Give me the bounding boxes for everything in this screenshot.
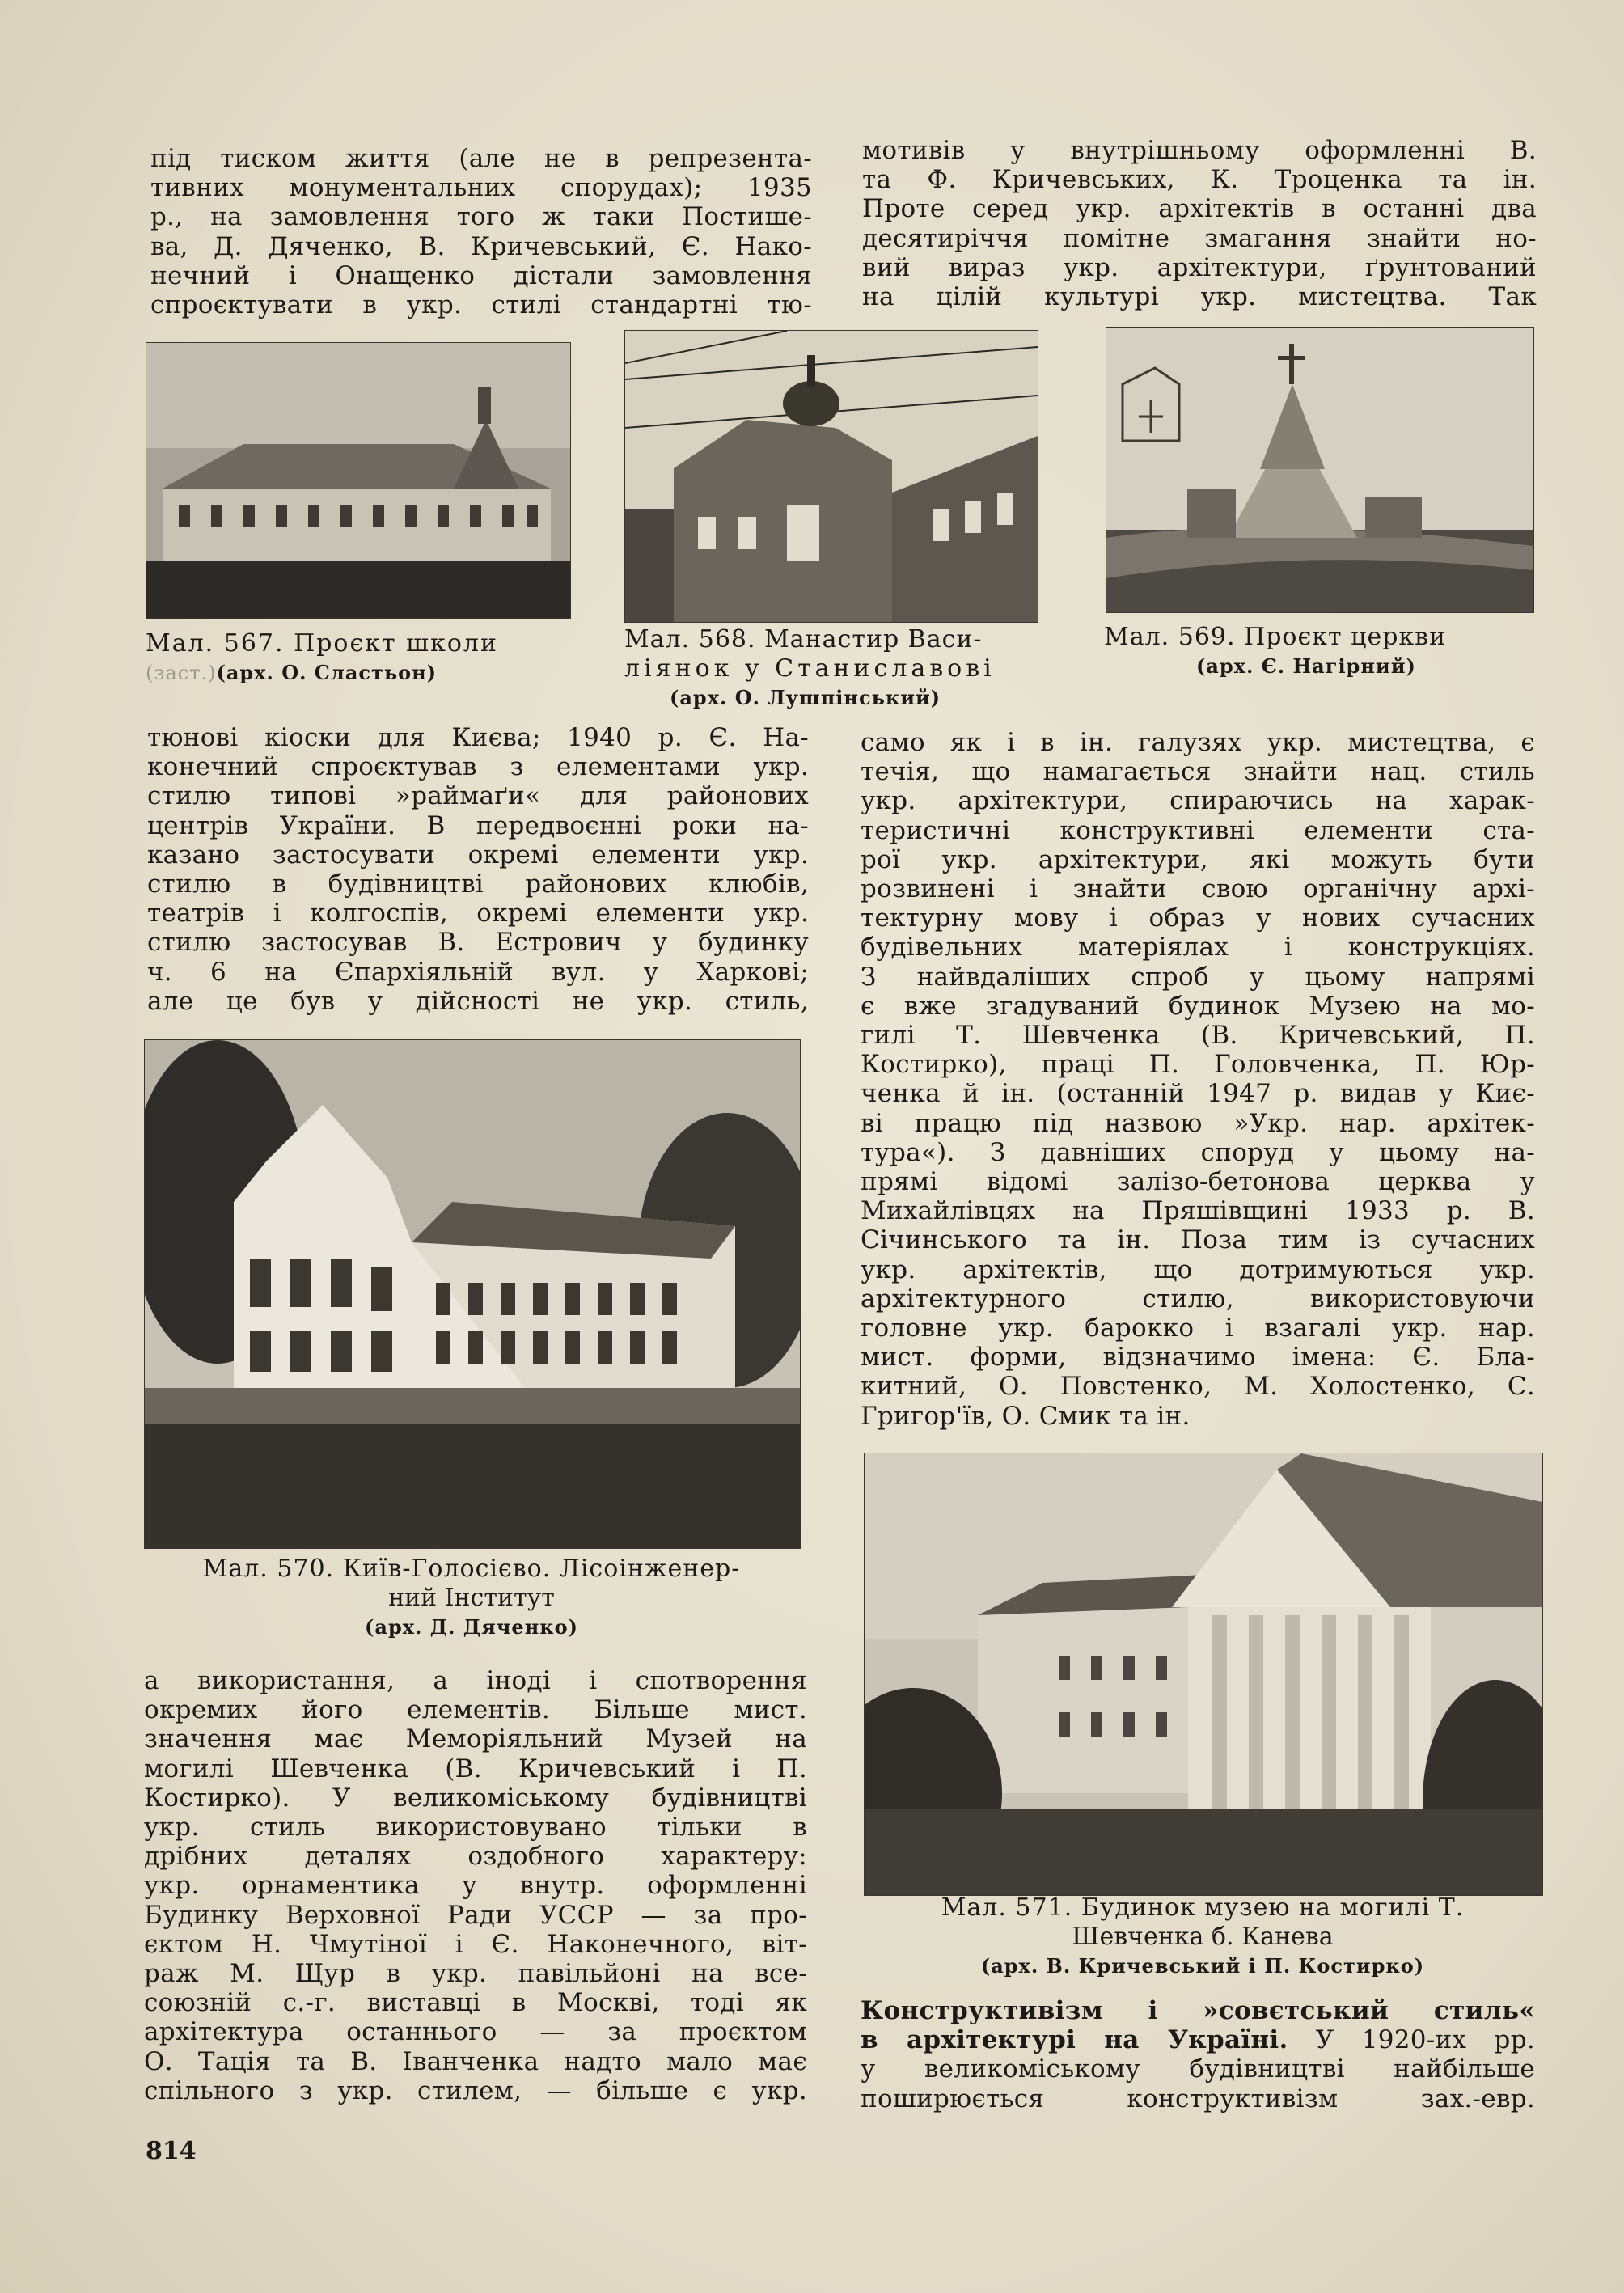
figure-567-school-photo — [146, 342, 571, 619]
text-line: ва, Д. Дяченко, В. Кричевський, Є. Нако- — [150, 231, 812, 261]
caption-568-architect: (арх. О. Лушпінський) — [670, 686, 941, 709]
text-line: Костирко), праці П. Головченка, П. Юр- — [861, 1050, 1535, 1080]
figure-571-museum-photo — [864, 1453, 1543, 1896]
caption-571-title-cont: Шевченка б. Канева — [1072, 1923, 1334, 1951]
caption-571 — [861, 1893, 1545, 1981]
caption-567-smudge: (заст.) — [146, 662, 217, 684]
text-line: Костирко). У великоміському будівництві — [144, 1783, 807, 1813]
page-number: 814 — [146, 2137, 197, 2165]
text-line: р., на замовлення того ж таки Постише- — [150, 202, 812, 232]
text-mid-left — [147, 723, 809, 1016]
text-line: тура«). З давніших споруд у цьому на- — [861, 1137, 1535, 1167]
text-line: спроєктувати в укр. стилі стандартні тю- — [150, 290, 812, 320]
text-line: укр. стиль використовувано тільки в — [144, 1813, 807, 1842]
text-line: є вже згадуваний будинок Музею на мо- — [861, 991, 1535, 1021]
text-line: та Ф. Кричевських, К. Троценка та ін. — [862, 165, 1537, 195]
caption-569-architect: (арх. Є. Нагірний) — [1196, 654, 1416, 678]
text-line: раж М. Щур в укр. павільйоні на все- — [144, 1959, 807, 1989]
text-line: мист. форми, відзначимо імена: Є. Бла- — [861, 1343, 1535, 1373]
text-line: гилі Т. Шевченка (В. Кричевський, П. — [861, 1021, 1535, 1051]
text-line: китний, О. Повстенко, М. Холостенко, С. — [861, 1372, 1535, 1402]
text-line: стилю застосував В. Естрович у будинку — [147, 928, 809, 958]
text-line: прямі відомі залізо-бетонова церква у — [861, 1167, 1535, 1197]
text-top-right — [862, 136, 1537, 311]
text-bottom-right — [861, 1996, 1535, 2113]
caption-567-architect: (арх. О. Сластьон) — [216, 661, 438, 684]
text-bottom-right-line: поширюється конструктивізм зах.-евр. — [861, 2084, 1535, 2113]
caption-569 — [1104, 623, 1446, 681]
text-line: єктом Н. Чмутіної і Є. Наконечного, віт- — [144, 1929, 807, 1959]
text-line: під тиском життя (але не в репрезента- — [150, 144, 812, 173]
text-line: спільного з укр. стилем, — більше є укр. — [144, 2075, 807, 2105]
text-line: мотивів у внутрішньому оформленні В. — [862, 136, 1537, 165]
text-line: тюнові кіоски для Києва; 1940 р. Є. На- — [147, 723, 809, 752]
figure-568-monastery-drawing — [624, 330, 1038, 623]
caption-569-title: Мал. 569. Проєкт церкви — [1104, 623, 1447, 651]
caption-568 — [624, 625, 996, 713]
section-heading-line-1: Конструктивізм і »совєтський стиль« — [861, 1996, 1535, 2025]
text-bottom-right-line: у великоміському будівництві найбільше — [861, 2054, 1535, 2084]
caption-570-title-cont: ний Інститут — [388, 1584, 555, 1612]
text-line: тектурну мову і образ у нових сучасних — [861, 903, 1535, 933]
caption-567-title: Мал. 567. Проєкт школи — [146, 629, 498, 658]
text-line: течія, що намагається знайти нац. стиль — [861, 757, 1535, 787]
text-line: конечний спроєктував з елементами укр. — [147, 752, 809, 782]
text-line: але це був у дійсності не укр. стиль, — [147, 986, 809, 1016]
text-line: театрів і колгоспів, окремі елементи укр. — [147, 899, 809, 929]
text-line: вий вираз укр. архітектури, ґрунтований — [862, 252, 1537, 282]
text-line: теристичні конструктивні елементи ста- — [861, 815, 1535, 845]
text-line: укр. архітектури, спираючись на харак- — [861, 786, 1535, 816]
caption-568-title-cont: ліянок у Станиславові — [624, 654, 996, 683]
text-line: архітектурного стилю, використовуючи — [861, 1284, 1535, 1314]
text-line: стилю типові »раймаґи« для районових — [147, 781, 809, 811]
caption-568-title: Мал. 568. Манастир Васи- — [624, 625, 983, 654]
text-line: Григор'їв, О. Смик та ін. — [861, 1401, 1191, 1431]
text-line: значення має Меморіяльний Музей на — [144, 1724, 807, 1754]
text-line: ві працю під назвою »Укр. нар. архітек- — [861, 1108, 1535, 1138]
section-heading-line-2: в архітектурі на Україні. — [861, 2025, 1288, 2055]
caption-571-architect: (арх. В. Кричевський і П. Костирко) — [980, 1954, 1425, 1978]
text-line: казано застосувати окремі елементи укр. — [147, 840, 809, 869]
text-line: З найвдаліших спроб у цьому напрямі — [861, 962, 1535, 992]
caption-570-title: Мал. 570. Київ-Голосієво. Лісоінженер- — [202, 1555, 741, 1583]
text-line: Михайлівцях на Пряшівщині 1933 р. В. — [861, 1196, 1535, 1226]
text-mid-right — [861, 728, 1535, 1431]
figure-569-church-project — [1106, 327, 1534, 613]
text-bottom-left — [144, 1666, 807, 2105]
text-line: а використання, а іноді і спотворення — [144, 1666, 807, 1695]
text-line: окремих його елементів. Більше мист. — [144, 1695, 807, 1725]
caption-570-architect: (арх. Д. Дяченко) — [365, 1615, 578, 1639]
text-line: О. Тація та В. Іванченка надто мало має — [144, 2046, 807, 2076]
text-line: укр. орнаментика у внутр. оформленні — [144, 1871, 807, 1901]
text-line: союзній с.-г. виставці в Москві, тоді як — [144, 1988, 807, 2018]
text-top-left — [150, 144, 812, 319]
text-line: тивних монументальних спорудах); 1935 — [150, 173, 812, 203]
text-line: ч. 6 на Єпархіяльній вул. у Харкові; — [147, 957, 809, 987]
text-line: нечний і Онащенко дістали замовлення — [150, 260, 812, 290]
text-line: ченка й ін. (останній 1947 р. видав у Киє- — [861, 1079, 1535, 1109]
section-heading-tail: У 1920-их рр. — [1288, 2025, 1535, 2055]
text-line: Січинського та ін. Поза тим із сучасних — [861, 1225, 1535, 1255]
text-line: рої укр. архітектури, які можуть бути — [861, 844, 1535, 874]
text-line: Проте серед укр. архітектів в останні два — [862, 194, 1537, 224]
text-line: десятиріччя помітне змагання знайти но- — [862, 223, 1537, 253]
text-line: головне укр. барокко і взагалі укр. нар. — [861, 1314, 1535, 1343]
text-line: будівельних матеріялах і конструкціях. — [861, 933, 1535, 962]
text-line: дрібних деталях оздобного характеру: — [144, 1842, 807, 1872]
caption-571-title: Мал. 571. Будинок музею на могилі Т. — [941, 1893, 1465, 1922]
text-line: само як і в ін. галузях укр. мистецтва, є — [861, 728, 1535, 757]
text-line: стилю в будівництві районових клюбів, — [147, 869, 809, 899]
text-line: на цілій культурі укр. мистецтва. Так — [862, 282, 1537, 312]
caption-567 — [146, 629, 498, 687]
text-line: Будинку Верховної Ради УССР — за про- — [144, 1900, 807, 1930]
text-line: укр. архітектів, що дотримуються укр. — [861, 1254, 1535, 1284]
figure-570-forestry-institute-photo — [144, 1039, 801, 1549]
caption-570 — [144, 1555, 799, 1642]
text-line: могилі Шевченка (В. Кричевський і П. — [144, 1754, 807, 1783]
text-line: центрів України. В передвоєнні роки на- — [147, 810, 809, 840]
text-line: архітектура останнього — за проєктом — [144, 2017, 807, 2047]
text-line: розвинені і знайти свою органічну архі- — [861, 874, 1535, 904]
